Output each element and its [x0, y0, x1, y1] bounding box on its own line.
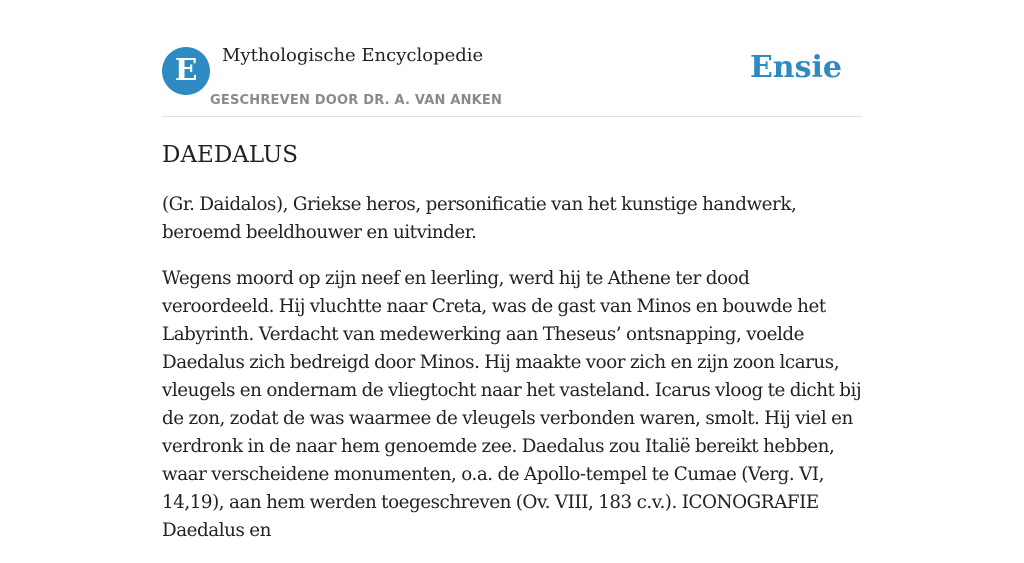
article-body — [162, 139, 862, 563]
ensie-brand-logo[interactable]: Ensie — [749, 50, 842, 85]
article-paragraph: (Gr. Daidalos), Griekse heros, personificatie van het kunstige handwerk, beroemd beeldhouwer en uitvinder. — [162, 194, 797, 243]
encyclopedia-title-link[interactable]: Mythologische Encyclopedie — [222, 45, 484, 66]
article-paragraph: Wegens moord op zijn neef en leerling, werd hij te Athene ter dood veroordeeld. Hij vluchtte naar Creta, was de gast van Minos en bouwde het Labyrinth. Verdacht van medewerking aan Theseus’ ontsnapping, voelde Daedalus zich bedreigd door Minos. Hij maakte voor zich en zijn zoon lcarus, vleugels en ondernam de vliegtocht naar het vasteland. Icarus vloog te dicht bij de zon, zodat de was waarmee de vleugels verbonden waren, smolt. Hij viel en verdronk in de naar hem genoemde zee. Daedalus zou Italië bereikt hebben, waar verscheidene monumenten, o.a. de Apollo-tempel te Cumae (Verg. VI, 14,19), aan hem werden toegeschreven (Ov. VIII, 183 c.v.). ICONOGRAFIE Daedalus en — [162, 268, 862, 541]
author-line: GESCHREVEN DOOR DR. A. VAN ANKEN — [210, 93, 503, 108]
article-header — [162, 40, 862, 117]
article-headword: DAEDALUS — [162, 142, 299, 168]
encyclopedia-logo-icon[interactable]: E — [162, 47, 210, 95]
